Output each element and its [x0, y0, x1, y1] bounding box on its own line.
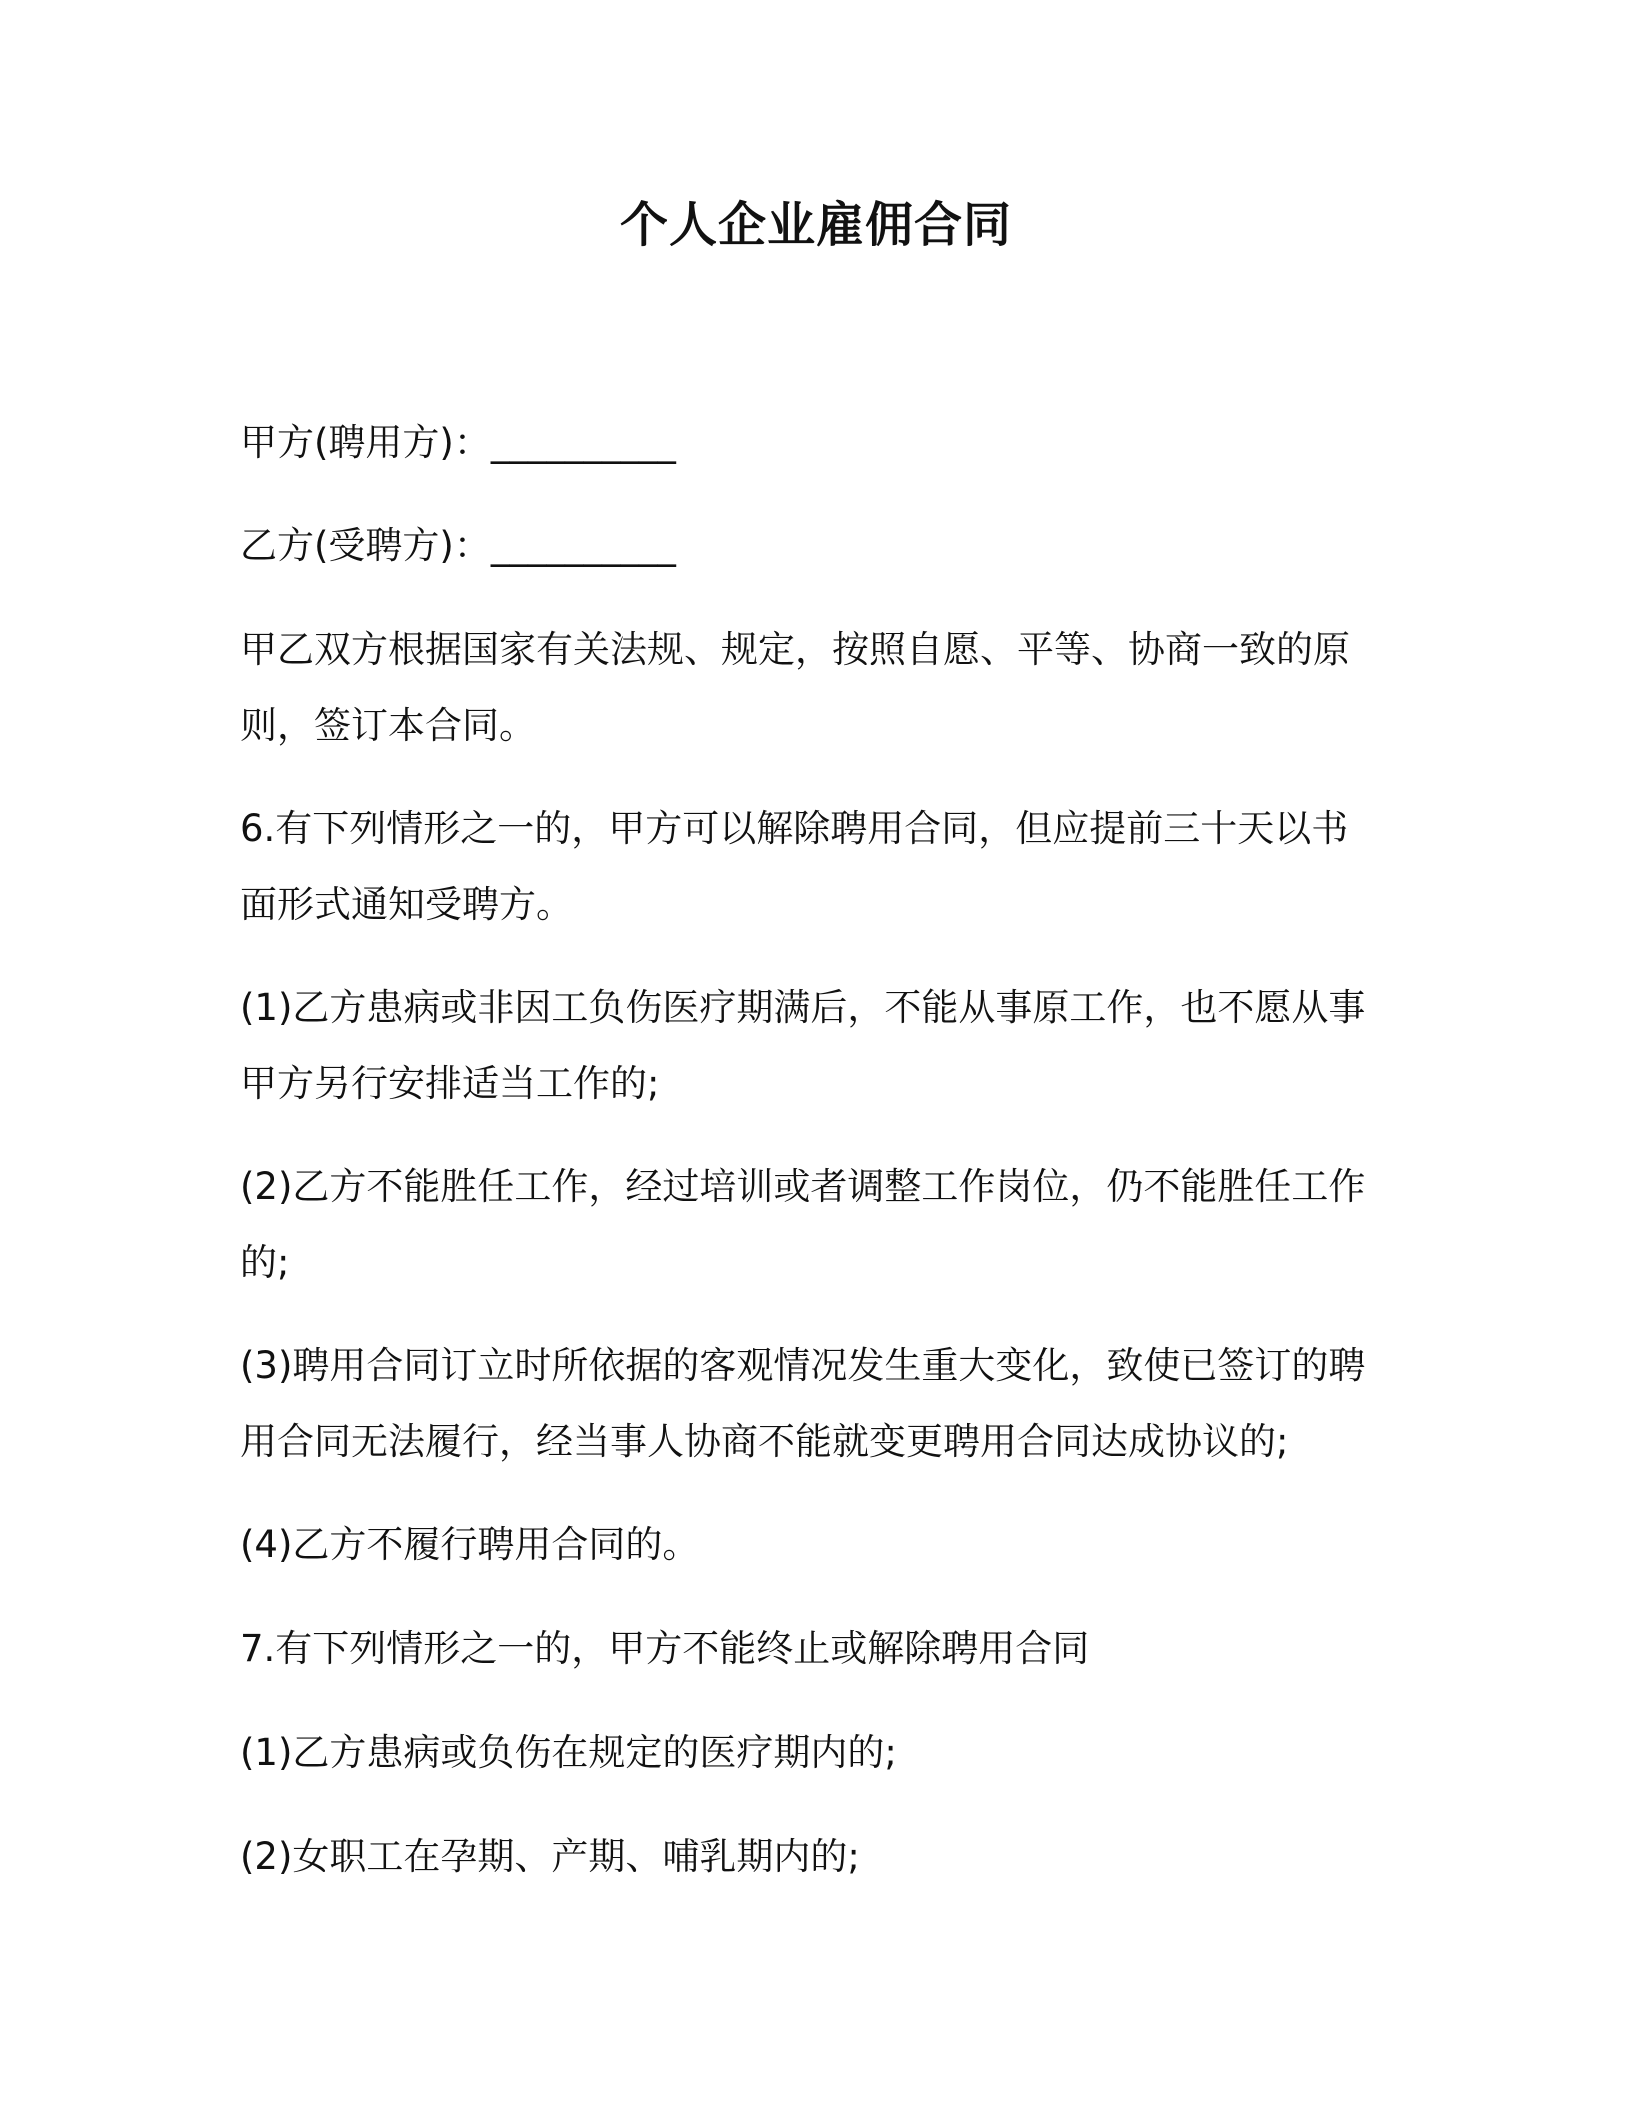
text-line: 乙方(受聘方)：__________ [240, 524, 676, 567]
clause-6-paragraph [240, 791, 1380, 943]
clause-6-item-3 [240, 1328, 1380, 1480]
clause-6-item-1 [240, 970, 1380, 1122]
text-line: 甲方另行安排适当工作的; [240, 1062, 660, 1105]
text-line: (2)女职工在孕期、产期、哺乳期内的; [240, 1835, 860, 1878]
text-line: (1)乙方患病或非因工负伤医疗期满后，不能从事原工作，也不愿从事 [240, 986, 1366, 1029]
text-line: (1)乙方患病或负伤在规定的医疗期内的; [240, 1731, 897, 1774]
text-line: 的; [240, 1241, 290, 1284]
text-line: 则，签订本合同。 [240, 704, 536, 747]
party-b-line [240, 508, 1380, 584]
text-line: (3)聘用合同订立时所依据的客观情况发生重大变化，致使已签订的聘 [240, 1344, 1366, 1387]
text-line: 6.有下列情形之一的，甲方可以解除聘用合同，但应提前三十天以书 [240, 807, 1349, 850]
text-line: 用合同无法履行，经当事人协商不能就变更聘用合同达成协议的; [240, 1420, 1289, 1463]
clause-6-item-4 [240, 1507, 1380, 1583]
clause-6-item-2 [240, 1149, 1380, 1301]
text-line: (2)乙方不能胜任工作，经过培训或者调整工作岗位，仍不能胜任工作 [240, 1165, 1366, 1208]
preamble-paragraph [240, 612, 1380, 764]
text-line: 甲乙双方根据国家有关法规、规定，按照自愿、平等、协商一致的原 [240, 628, 1350, 671]
document-title: 个人企业雇佣合同 [619, 197, 1012, 253]
text-line: 7.有下列情形之一的，甲方不能终止或解除聘用合同 [240, 1627, 1090, 1670]
text-line: (4)乙方不履行聘用合同的。 [240, 1523, 700, 1566]
text-line: 面形式通知受聘方。 [240, 883, 573, 926]
party-a-line [240, 405, 1380, 481]
clause-7-paragraph [240, 1611, 1380, 1687]
text-line: 甲方(聘用方)：__________ [240, 421, 676, 464]
clause-7-item-2 [240, 1819, 1380, 1895]
clause-7-item-1 [240, 1715, 1380, 1791]
